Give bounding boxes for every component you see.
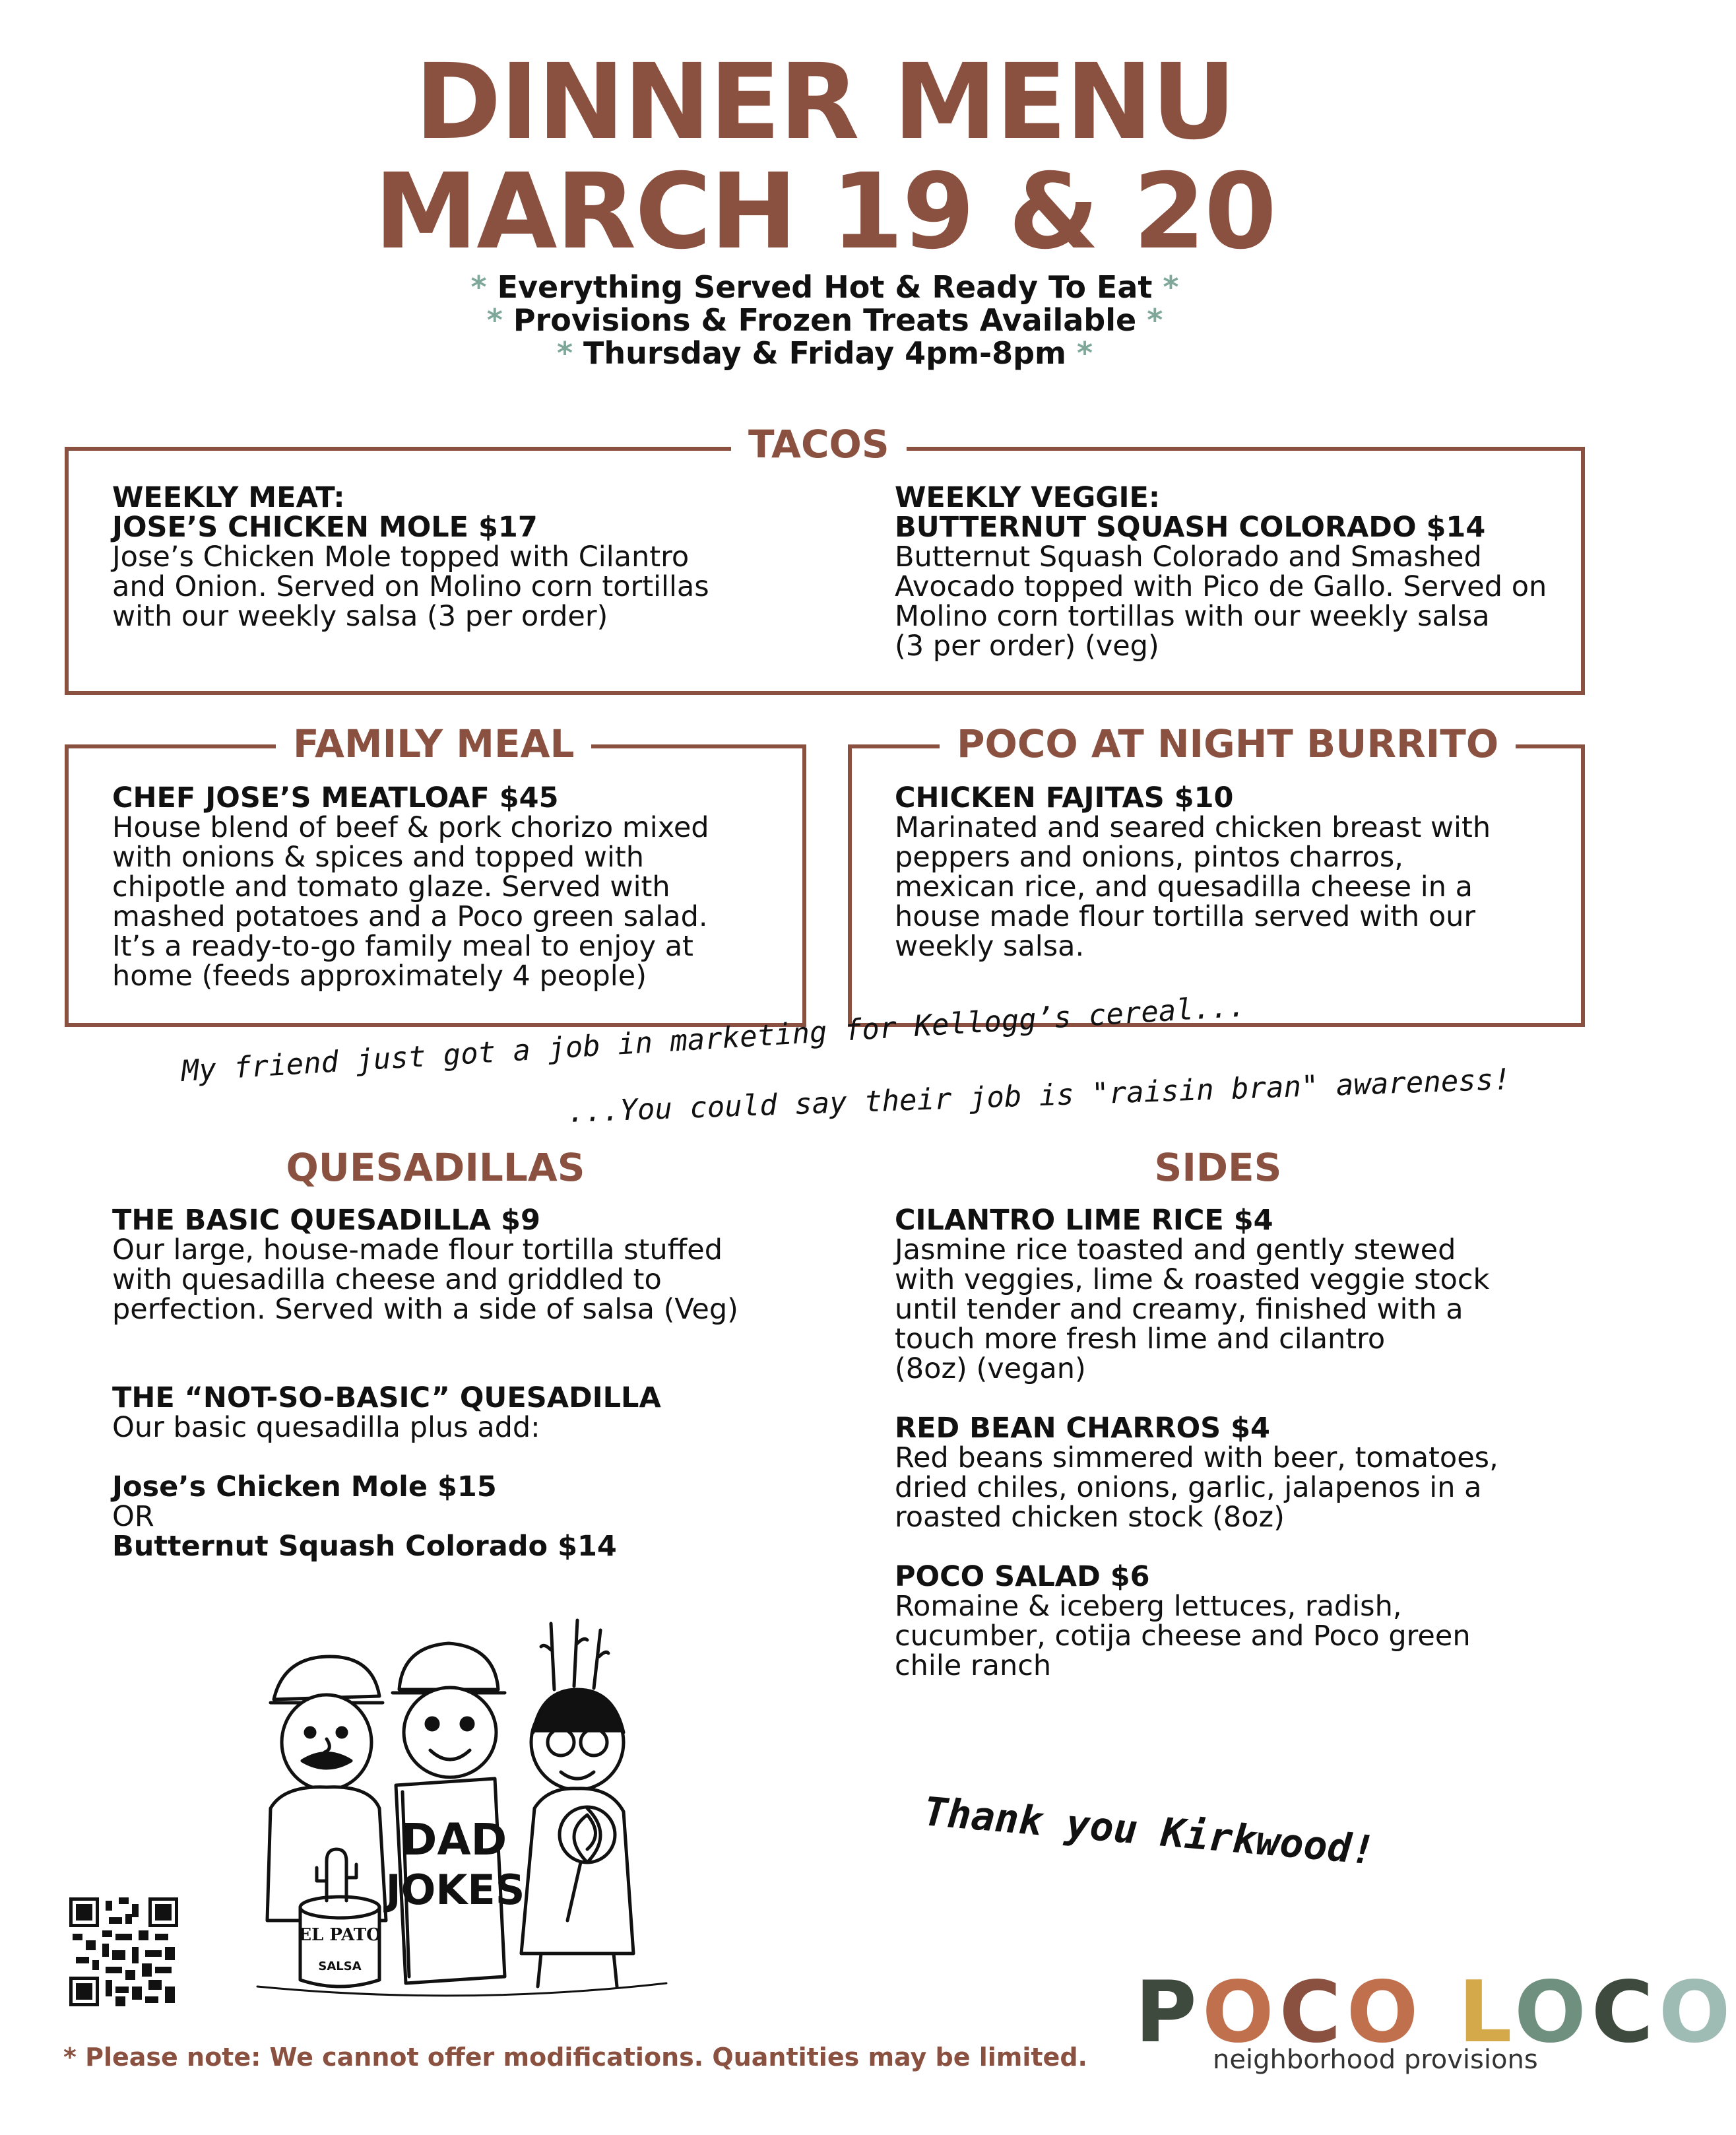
can-label-brand: EL PATO	[298, 1925, 381, 1945]
side-item-salad: POCO SALAD $6 Romaine & iceberg lettuces, radish, cucumber, cotija cheese and Poco green chile ranch	[895, 1560, 1471, 1682]
book-title-jokes: JOKES	[385, 1866, 525, 1914]
burrito-heading: POCO AT NIGHT BURRITO	[940, 723, 1516, 765]
burrito-item: CHICKEN FAJITAS $10 Marinated and seared chicken breast with peppers and onions, pintos charros, mexican rice, and quesadilla cheese in a house made flour tortilla served with our weekly salsa.	[895, 781, 1491, 963]
logo-letter: O	[1202, 1963, 1279, 2062]
tacos-heading: TACOS	[731, 423, 907, 465]
logo-letter: O	[1514, 1963, 1591, 2062]
not-so-basic-quesadilla-item: THE “NOT-SO-BASIC” QUESADILLA Our basic quesadilla plus add: Jose’s Chicken Mole $15 OR Butternut Squash Colorado $14	[112, 1381, 661, 1563]
can-label-salsa: SALSA	[318, 1959, 362, 1973]
side-item-charros: RED BEAN CHARROS $4 Red beans simmered with beer, tomatoes, dried chiles, onions, garlic, jalapenos in a roasted chicken stock (8oz)	[895, 1412, 1498, 1534]
taco-meat-item: WEEKLY MEAT: JOSE’S CHICKEN MOLE $17 Jose’s Chicken Mole topped with Cilantro and Onion. Served on Molino corn tortillas with our weekly salsa (3 per order)	[112, 481, 709, 633]
logo-letter: O	[1346, 1963, 1424, 2062]
menu-date: MARCH 19 & 20	[374, 151, 1275, 273]
qr-code-icon[interactable]	[69, 1897, 178, 2006]
quesadillas-heading: QUESADILLAS	[286, 1145, 585, 1190]
tagline-1: * Everything Served Hot & Ready To Eat *	[470, 269, 1179, 305]
logo-letter: P	[1135, 1963, 1202, 2062]
tagline-2: * Provisions & Frozen Treats Available *	[486, 302, 1163, 338]
sides-heading: SIDES	[1154, 1145, 1282, 1190]
logo-letter: O	[1658, 1963, 1736, 2062]
menu-title: DINNER MENU	[414, 42, 1235, 163]
taco-veggie-item: WEEKLY VEGGIE: BUTTERNUT SQUASH COLORADO $14 Butternut Squash Colorado and Smashed Avocado topped with Pico de Gallo. Served on Molino corn tortillas with our weekly salsa (3 per order) (veg)	[895, 481, 1547, 663]
taglines	[0, 271, 1650, 370]
book-title-dad: DAD	[401, 1814, 507, 1865]
joke-punchline: ...You could say their job is "raisin bran" awareness!	[567, 1063, 1512, 1129]
thanks-message: Thank you Kirkwood!	[921, 1789, 1377, 1874]
family-meal-heading: FAMILY MEAL	[276, 723, 591, 765]
logo-subtitle: neighborhood provisions	[1213, 2045, 1538, 2075]
logo-letter: C	[1279, 1963, 1347, 2062]
joke-setup: My friend just got a job in marketing for Kellogg’s cereal...	[180, 989, 1247, 1088]
disclaimer-note: * Please note: We cannot offer modifications. Quantities may be limited.	[63, 2043, 1087, 2072]
dad-jokes-illustration	[244, 1610, 680, 2006]
side-item-rice: CILANTRO LIME RICE $4 Jasmine rice toasted and gently stewed with veggies, lime & roasted veggie stock until tender and creamy, finished with a touch more fresh lime and cilantro (8oz) (vegan)	[895, 1204, 1490, 1385]
tagline-3: * Thursday & Friday 4pm-8pm *	[556, 335, 1093, 371]
logo-letter: L	[1458, 1963, 1514, 2062]
logo-letter: C	[1591, 1963, 1659, 2062]
family-meal-item: CHEF JOSE’S MEATLOAF $45 House blend of beef & pork chorizo mixed with onions & spices and topped with chipotle and tomato glaze. Served with mashed potatoes and a Poco green salad. It’s a ready-to-go family meal to enjoy at home (feeds approximately 4 people)	[112, 781, 709, 993]
basic-quesadilla-item: THE BASIC QUESADILLA $9 Our large, house-made flour tortilla stuffed with quesadilla cheese and griddled to perfection. Served with a side of salsa (Veg)	[112, 1204, 738, 1326]
